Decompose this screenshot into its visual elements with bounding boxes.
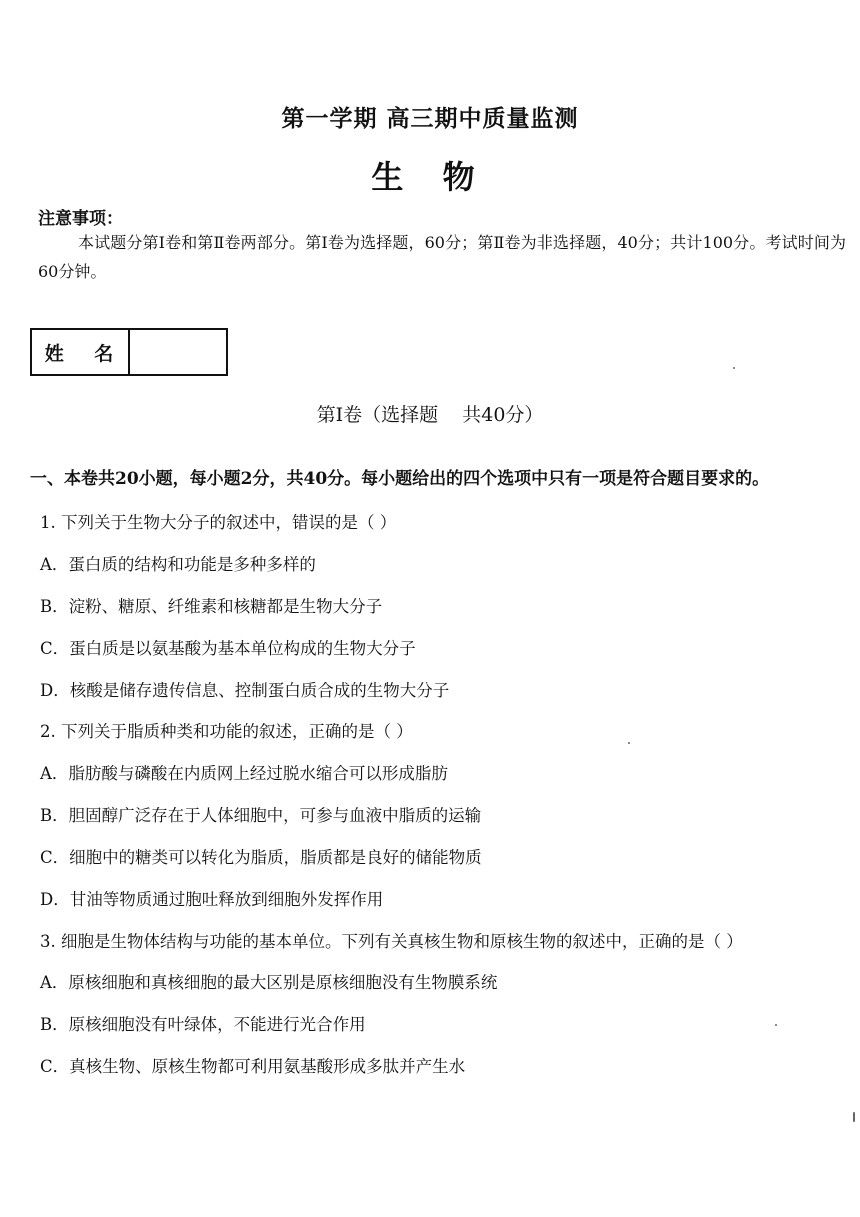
- question-3-option-b: B．原核细胞没有叶绿体，不能进行光合作用: [40, 1015, 366, 1034]
- question-2-option-c: C．细胞中的糖类可以转化为脂质，脂质都是良好的储能物质: [40, 848, 482, 867]
- section-title: 第Ⅰ卷（选择题 共40分）: [316, 404, 544, 426]
- question-1-option-b: B．淀粉、糖原、纤维素和核糖都是生物大分子: [40, 597, 383, 616]
- question-1-stem: 1. 下列关于生物大分子的叙述中，错误的是（ ）: [40, 513, 397, 532]
- name-label: 姓 名: [32, 330, 130, 374]
- question-2-option-b: B．胆固醇广泛存在于人体细胞中，可参与血液中脂质的运输: [40, 806, 482, 825]
- question-1-option-d: D．核酸是储存遗传信息、控制蛋白质合成的生物大分子: [40, 681, 450, 700]
- notice-body: 本试题分第Ⅰ卷和第Ⅱ卷两部分。第Ⅰ卷为选择题，60分；第Ⅱ卷为非选择题，40分；共计100分。考试时间为60分钟。: [38, 233, 846, 281]
- name-box: [30, 328, 228, 376]
- scan-speck: [628, 742, 630, 744]
- question-2-option-d: D．甘油等物质通过胞吐释放到细胞外发挥作用: [40, 890, 384, 909]
- section-instructions: 一、本卷共20小题，每小题2分，共40分。每小题给出的四个选项中只有一项是符合题目要求的。: [30, 469, 770, 489]
- question-3-option-c: C．真核生物、原核生物都可利用氨基酸形成多肽并产生水: [40, 1057, 466, 1076]
- exam-title: 第一学期 高三期中质量监测: [281, 106, 579, 132]
- question-2-option-a: A．脂肪酸与磷酸在内质网上经过脱水缩合可以形成脂肪: [40, 764, 448, 783]
- name-field[interactable]: [130, 330, 226, 374]
- subject-title: 生 物: [371, 158, 489, 196]
- question-3-stem: 3. 细胞是生物体结构与功能的基本单位。下列有关真核生物和原核生物的叙述中，正确的是（ ）: [40, 932, 743, 951]
- notice-heading: 注意事项：: [38, 209, 123, 229]
- question-1-option-a: A．蛋白质的结构和功能是多种多样的: [40, 555, 316, 574]
- scan-speck: [853, 1112, 855, 1122]
- question-3-option-a: A．原核细胞和真核细胞的最大区别是原核细胞没有生物膜系统: [40, 973, 498, 992]
- question-1-option-c: C．蛋白质是以氨基酸为基本单位构成的生物大分子: [40, 639, 416, 658]
- scan-speck: [775, 1024, 777, 1026]
- question-2-stem: 2. 下列关于脂质种类和功能的叙述，正确的是（ ）: [40, 722, 413, 741]
- scan-speck: [733, 367, 735, 369]
